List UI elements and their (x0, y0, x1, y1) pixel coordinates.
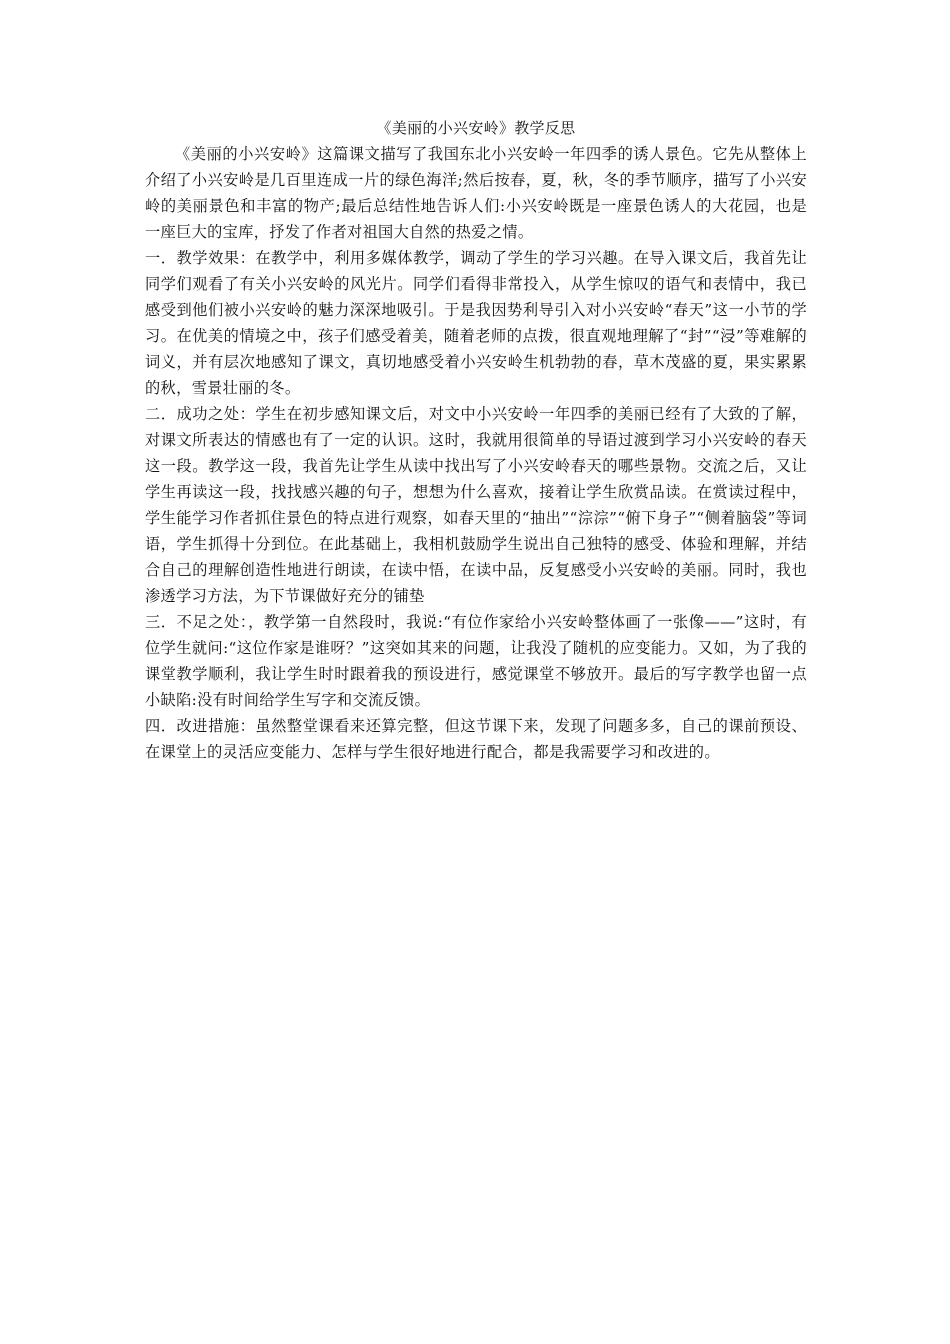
document-page (145, 117, 807, 765)
improvement-paragraph: 四．改进措施：虽然整堂课看来还算完整，但这节课下来，发现了问题多多，自己的课前预设、在课堂上的灵活应变能力、怎样与学生很好地进行配合，都是我需要学习和改进的。 (145, 717, 807, 761)
intro-paragraph: 《美丽的小兴安岭》这篇课文描写了我国东北小兴安岭一年四季的诱人景色。它先从整体上介绍了小兴安岭是几百里连成一片的绿色海洋;然后按春，夏，秋，冬的季节顺序，描写了小兴安岭的美丽景色和丰富的物产;最后总结性地告诉人们:小兴安岭既是一座景色诱人的大花园，也是一座巨大的宝库，抒发了作者对祖国大自然的热爱之情。 (145, 145, 807, 241)
shortcomings-paragraph: 三．不足之处：，教学第一自然段时，我说:“有位作家给小兴安岭整体画了一张像——”这时，有位学生就问:“这位作家是谁呀？”这突如其来的问题，让我没了随机的应变能力。又如，为了我的课堂教学顺利，我让学生时时跟着我的预设进行，感觉课堂不够放开。最后的写字教学也留一点小缺陷:没有时间给学生写字和交流反馈。 (145, 613, 807, 709)
document-title: 《美丽的小兴安岭》教学反思 (376, 119, 576, 137)
success-paragraph: 二．成功之处：学生在初步感知课文后，对文中小兴安岭一年四季的美丽已经有了大致的了解，对课文所表达的情感也有了一定的认识。这时，我就用很简单的导语过渡到学习小兴安岭的春天这一段。教学这一段，我首先让学生从读中找出写了小兴安岭春天的哪些景物。交流之后，又让学生再读这一段，找找感兴趣的句子，想想为什么喜欢，接着让学生欣赏品读。在赏读过程中，学生能学习作者抓住景色的特点进行观察，如春天里的“抽出”“淙淙”“俯下身子”“侧着脑袋”等词语，学生抓得十分到位。在此基础上，我相机鼓励学生说出自己独特的感受、体验和理解，并结合自己的理解创造性地进行朗读，在读中悟，在读中品，反复感受小兴安岭的美丽。同时，我也渗透学习方法，为下节课做好充分的铺垫 (145, 405, 807, 605)
teaching-effect-paragraph: 一．教学效果：在教学中，利用多媒体教学，调动了学生的学习兴趣。在导入课文后，我首先让同学们观看了有关小兴安岭的风光片。同学们看得非常投入，从学生惊叹的语气和表情中，我已感受到他们被小兴安岭的魅力深深地吸引。于是我因势利导引入对小兴安岭“春天”这一小节的学习。在优美的情境之中，孩子们感受着美，随着老师的点拨，很直观地理解了“封”“浸”等难解的词义，并有层次地感知了课文，真切地感受着小兴安岭生机勃勃的春，草木茂盛的夏，果实累累的秋，雪景壮丽的冬。 (145, 249, 807, 397)
